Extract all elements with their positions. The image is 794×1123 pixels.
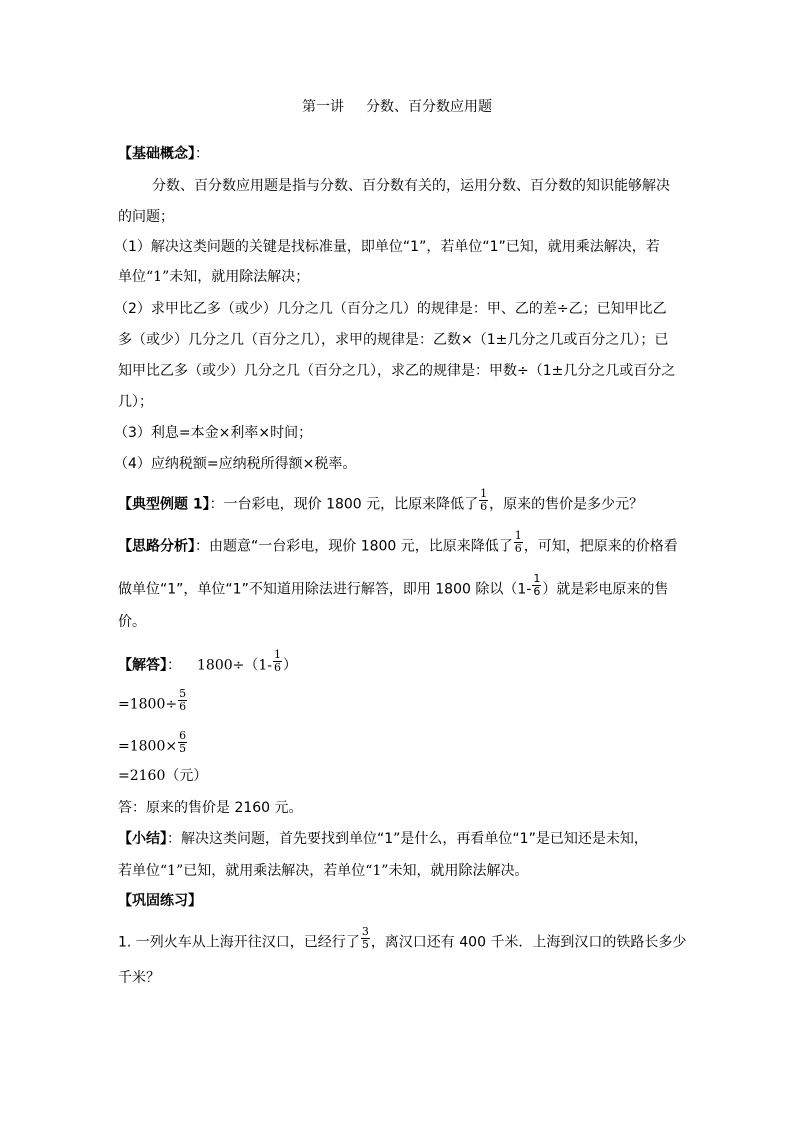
solution-expression [118, 648, 297, 678]
concepts-intro-line-2: 的问题； [118, 209, 174, 225]
concepts-heading-line [118, 144, 209, 164]
fraction-three-fifths [360, 926, 371, 951]
fraction-denominator: 6 [514, 542, 522, 555]
fraction-denominator: 6 [179, 700, 187, 713]
concept-point-1-line-1: （1）解决这类问题的关键是找标准量，即单位“1”，若单位“1”已知，就用乘法解决，若 [114, 239, 660, 255]
fraction-five-sixths [177, 688, 188, 713]
practice-q1-after: ，离汉口还有 400 千米．上海到汉口的铁路长多少 [370, 934, 687, 951]
concept-point-2-line-1: （2）求甲比乙多（或少）几分之几（百分之几）的规律是：甲、乙的差÷乙；已知甲比乙 [114, 301, 667, 317]
analysis-text-before: ：由题意“一台彩电，现价 1800 元，比原来降低了 [195, 538, 513, 555]
page-title [0, 96, 794, 116]
analysis-line-1 [118, 529, 678, 559]
solution-heading: 【解答】 [118, 657, 167, 674]
practice-heading: 【巩固练习】 [118, 893, 202, 909]
example-text-after: ，原来的售价是多少元？ [489, 496, 644, 513]
fraction-denominator: 6 [533, 585, 541, 598]
solution-expr-after: ） [283, 657, 297, 674]
analysis-heading: 【思路分析】 [118, 538, 195, 555]
summary-line-2: 若单位“1”已知，就用乘法解决，若单位“1”未知，就用除法解决。 [118, 863, 529, 879]
solution-step-2 [118, 729, 188, 759]
concepts-heading: 【基础概念】 [118, 146, 195, 162]
analysis-line-2 [118, 572, 669, 602]
concept-point-3: （3）利息=本金×利率×时间； [114, 425, 313, 441]
concepts-intro-line-1: 分数、百分数应用题是指与分数、百分数有关的，运用分数、百分数的知识能够解决 [152, 178, 670, 194]
concepts-heading-suffix: ： [195, 146, 209, 162]
fraction-one-sixth [513, 530, 524, 555]
analysis-line-3: 价。 [118, 614, 146, 630]
concept-point-2-line-2: 多（或少）几分之几（百分之几），求甲的规律是：乙数×（1±几分之几或百分之几）；已 [118, 332, 669, 348]
fraction-denominator: 6 [274, 661, 281, 674]
fraction-numerator: 1 [274, 648, 281, 661]
solution-step-3: =2160（元） [118, 768, 208, 784]
solution-answer: 答：原来的售价是 2160 元。 [118, 800, 303, 816]
analysis-line-2-after: ）就是彩电原来的售 [542, 581, 669, 598]
analysis-text-after: ，可知，把原来的价格看 [523, 538, 678, 555]
concept-point-1-line-2: 单位“1”未知，就用除法解决； [118, 269, 310, 285]
practice-question-1-line-2: 千米？ [118, 970, 160, 986]
concept-point-4: （4）应纳税额=应纳税所得额×税率。 [114, 456, 357, 472]
fraction-six-fifths [177, 730, 188, 755]
practice-q1-before: 1. 一列火车从上海开往汉口，已经行了 [118, 934, 360, 951]
fraction-denominator: 6 [480, 500, 488, 513]
fraction-numerator: 6 [179, 729, 187, 742]
fraction-denominator: 5 [361, 938, 369, 951]
summary-heading: 【小结】 [118, 831, 167, 847]
fraction-denominator: 5 [179, 742, 187, 755]
fraction-numerator: 1 [514, 529, 522, 542]
fraction-numerator: 3 [361, 925, 369, 938]
fraction-numerator: 1 [480, 487, 488, 500]
example-1 [118, 487, 644, 517]
lecture-topic: 分数、百分数应用题 [366, 99, 492, 115]
fraction-one-sixth [478, 488, 489, 513]
solution-heading-suffix: ： [167, 657, 181, 674]
practice-question-1 [118, 925, 687, 955]
example-text-before: ：一台彩电，现价 1800 元，比原来降低了 [209, 496, 479, 513]
example-heading: 【典型例题 1】 [118, 496, 210, 513]
analysis-line-2-before: 做单位“1”，单位“1”不知道用除法进行解答，即用 1800 除以（1- [118, 581, 532, 598]
fraction-one-sixth [272, 649, 283, 674]
solution-step-1 [118, 687, 188, 717]
fraction-numerator: 5 [179, 687, 187, 700]
concept-point-2-line-4: 几）； [118, 394, 153, 410]
solution-expr-before: 1800÷（1- [197, 657, 272, 674]
fraction-numerator: 1 [533, 572, 541, 585]
fraction-one-sixth [531, 573, 542, 598]
concept-point-2-line-3: 知甲比乙多（或少）几分之几（百分之几），求乙的规律是：甲数÷（1±几分之几或百分之 [118, 363, 676, 379]
solution-step-2-text: =1800× [118, 738, 178, 755]
lecture-number: 第一讲 [302, 99, 344, 115]
summary-line-1 [118, 829, 648, 849]
solution-step-1-text: =1800÷ [118, 696, 178, 713]
summary-text-1: ：解决这类问题，首先要找到单位“1”是什么，再看单位“1”是已知还是未知， [167, 831, 648, 847]
